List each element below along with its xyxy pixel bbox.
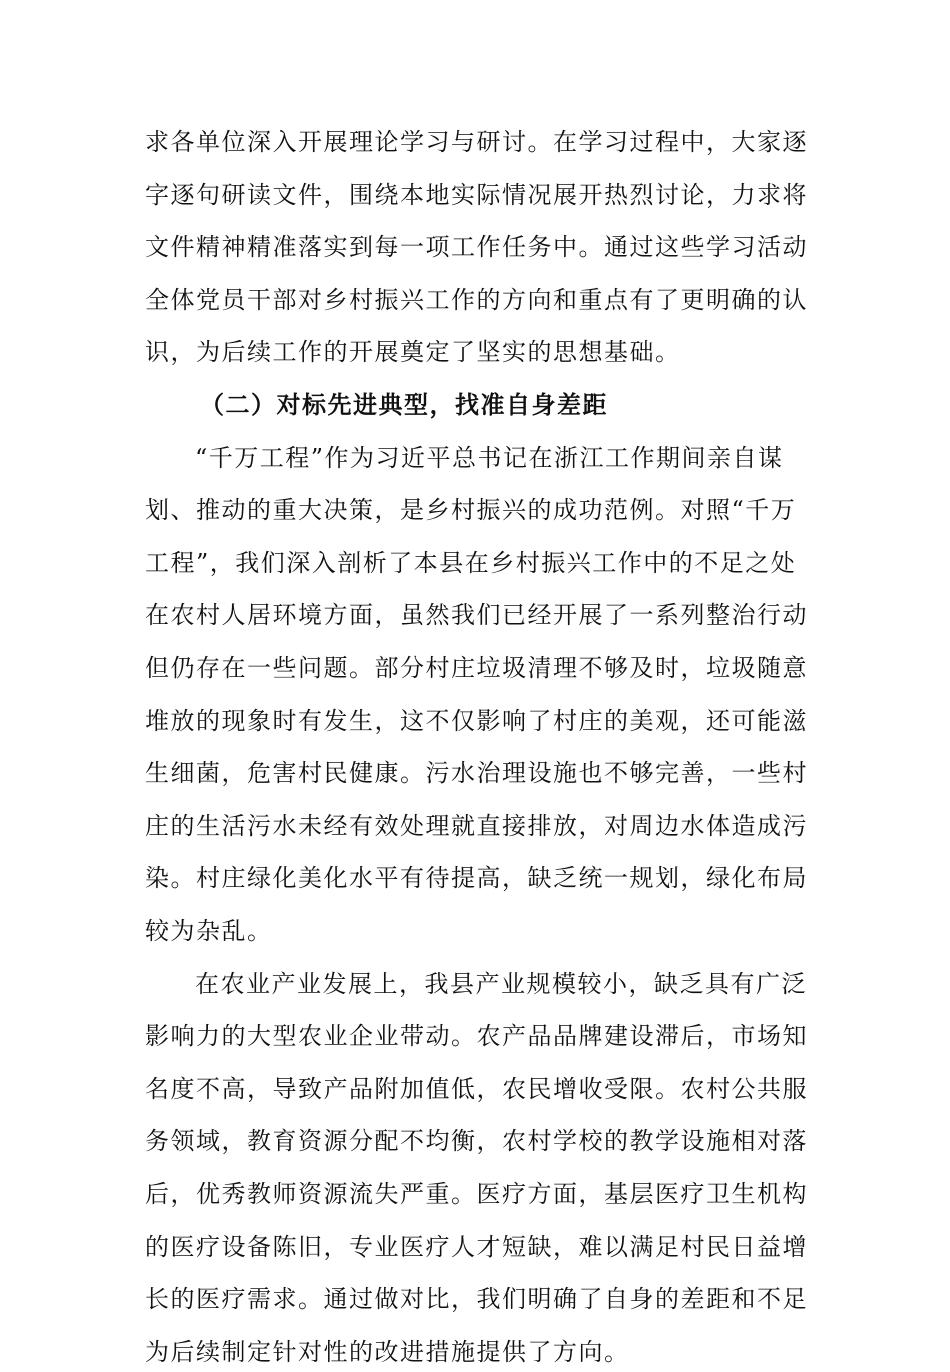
text-line: 文件精神精准落实到每一项工作任务中。通过这些学习活动 — [145, 233, 808, 262]
text-line: 较为杂乱。 — [145, 917, 273, 945]
text-line: 但仍存在一些问题。部分村庄垃圾清理不够及时，垃圾随意 — [145, 654, 808, 682]
text-line: 在农村人居环境方面，虽然我们已经开展了一系列整治行动 — [145, 601, 808, 630]
text-line: 识，为后续工作的开展奠定了坚实的思想基础。 — [145, 338, 681, 367]
text-line: 全体党员干部对乡村振兴工作的方向和重点有了更明确的认 — [145, 285, 808, 314]
text-line: 堆放的现象时有发生，这不仅影响了村庄的美观，还可能滋 — [145, 706, 808, 735]
text-line: 后，优秀教师资源流失严重。医疗方面，基层医疗卫生机构 — [145, 1180, 808, 1208]
text-line-overflow: 为后续制定针对性的改进措施提供了方向。 — [145, 1337, 630, 1366]
text-line: 在农业产业发展上，我县产业规模较小，缺乏具有广泛 — [195, 969, 807, 998]
text-line: 长的医疗需求。通过做对比，我们明确了自身的差距和不足 — [145, 1285, 808, 1314]
text-line: 庄的生活污水未经有效处理就直接排放，对周边水体造成污 — [145, 811, 808, 840]
text-line: 生细菌，危害村民健康。污水治理设施也不够完善，一些村 — [145, 759, 808, 788]
text-line: 划、推动的重大决策，是乡村振兴的成功范例。对照“千万 — [145, 496, 797, 525]
text-line: 工程”，我们深入剖析了本县在乡村振兴工作中的不足之处 — [145, 548, 797, 577]
text-line: 影响力的大型农业企业带动。农产品品牌建设滞后，市场知 — [145, 1022, 808, 1051]
text-line: “千万工程”作为习近平总书记在浙江工作期间亲自谋 — [195, 443, 784, 472]
section-heading: （二）对标先进典型，找准自身差距 — [200, 391, 608, 419]
text-line: 的医疗设备陈旧，专业医疗人才短缺，难以满足村民日益增 — [145, 1232, 808, 1261]
text-line: 务领域，教育资源分配不均衡，农村学校的教学设施相对落 — [145, 1127, 808, 1156]
text-line: 求各单位深入开展理论学习与研讨。在学习过程中，大家逐 — [145, 128, 808, 156]
text-line: 字逐句研读文件，围绕本地实际情况展开热烈讨论，力求将 — [145, 180, 808, 209]
text-line: 染。村庄绿化美化水平有待提高，缺乏统一规划，绿化布局 — [145, 864, 808, 893]
text-line: 名度不高，导致产品附加值低，农民增收受限。农村公共服 — [145, 1074, 808, 1103]
